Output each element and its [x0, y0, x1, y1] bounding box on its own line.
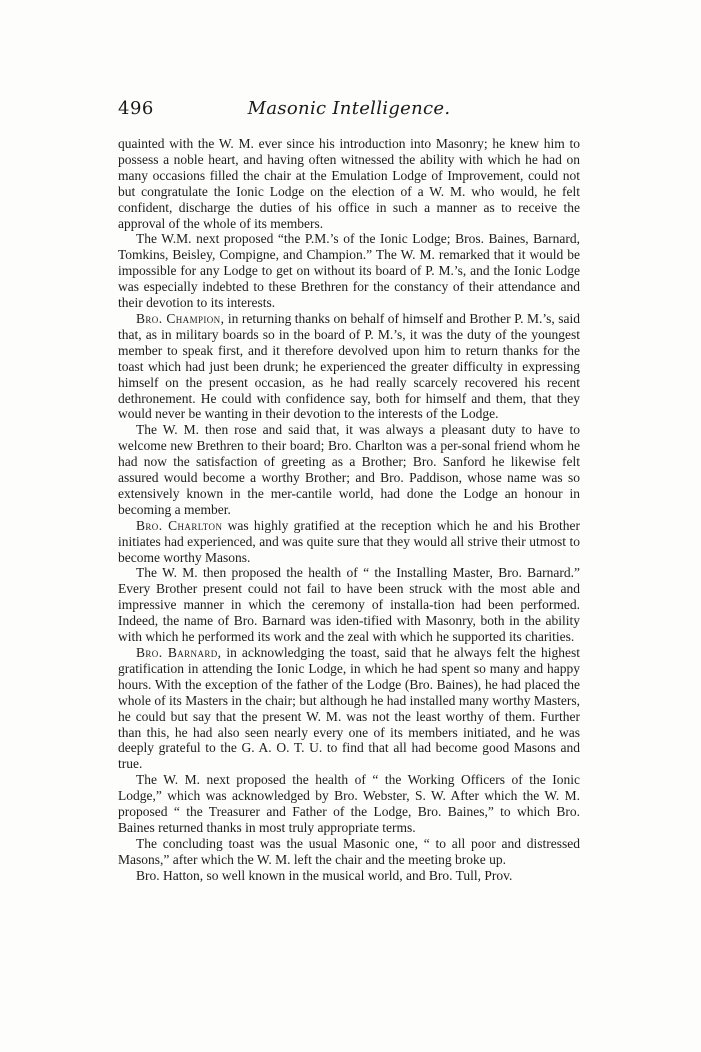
paragraph: [118, 868, 580, 884]
paragraph: [118, 518, 580, 566]
paragraph-text: in returning thanks on behalf of himself and Brother P. M.’s, said that, as in military boards so in the board of P. M.’s, it was the duty of the youngest member to speak first, and it therefore devolved upon him to return thanks for the toast which had just been drunk; he experienced the greater difficulty in expressing himself on the present occasion, as he had really scarcely recovered his recent dethronement. He could with confidence say, both for himself and them, that they would never be wanting in their devotion to the interests of the Lodge.: [118, 310, 580, 422]
paragraph: [118, 565, 580, 645]
body-text: [118, 136, 580, 884]
paragraph-text: The concluding toast was the usual Masonic one, “ to all poor and distressed Masons,” after which the W. M. left the chair and the meeting broke up.: [118, 835, 580, 867]
speaker-name: Bro. Champion,: [136, 310, 225, 326]
paragraph-text: Bro. Hatton, so well known in the musical world, and Bro. Tull, Prov.: [136, 867, 513, 883]
paragraph: [118, 136, 580, 231]
paragraph: [118, 231, 580, 311]
paragraph-text: was highly gratified at the reception which he and his Brother initiates had experienced, and was quite sure that they would all strive their utmost to become worthy Masons.: [118, 517, 580, 565]
paragraph-text: quainted with the W. M. ever since his introduction into Masonry; he knew him to possess a noble heart, and having often witnessed the ability with which he had on many occasions filled the chair at the Emulation Lodge of Improvement, could not but congratulate the Ionic Lodge on the election of a W. M. who would, he felt confident, discharge the duties of his office in such a manner as to receive the approval of the whole of its members.: [118, 136, 580, 231]
page-number: 496: [118, 98, 154, 119]
paragraph: [118, 311, 580, 422]
paragraph-text: The W. M. then proposed the health of “ the Installing Master, Bro. Barnard.” Every Brother present could not fail to have been struck with the most able and impressive manner in which the ceremony of installa-tion had been performed. Indeed, the name of Bro. Barnard was iden-tified with Masonry, both in the ability with which he performed its work and the zeal with which he supported its charities.: [118, 565, 580, 645]
running-title: Masonic Intelligence.: [247, 98, 451, 119]
paragraph-text: The W. M. then rose and said that, it was always a pleasant duty to have to welcome new Brethren to their board; Bro. Charlton was a per-sonal friend whom he had now the satisfaction of greeting as a Brother; Bro. Sanford he likewise felt assured would become a worthy Brother; and Bro. Paddison, whose name was so extensively known in the mer-cantile world, had done the Lodge an honour in becoming a member.: [118, 422, 580, 517]
paragraph: [118, 772, 580, 836]
paragraph: [118, 422, 580, 517]
paragraph-text: in acknowledging the toast, said that he always felt the highest gratification in attending the Ionic Lodge, in which he had spent so many and happy hours. With the exception of the father of the Lodge (Bro. Baines), he had placed the whole of its Masters in the chair; but although he had installed many worthy Masters, he could but say that the present W. M. was not the least worthy of them. Further than this, he had also seen nearly every one of its members initiated, and he was deeply grateful to the G. A. O. T. U. to find that all had become good Masons and true.: [118, 645, 581, 772]
paragraph: [118, 645, 580, 772]
speaker-name: Bro. Charlton: [136, 517, 223, 533]
paragraph-text: The W. M. next proposed the health of “ the Working Officers of the Ionic Lodge,” which was acknowledged by Bro. Webster, S. W. After which the W. M. proposed “ the Treasurer and Father of the Lodge, Bro. Baines,” to which Bro. Baines returned thanks in most truly appropriate terms.: [118, 772, 580, 835]
running-head: [118, 98, 580, 122]
paragraph: [118, 836, 580, 868]
paragraph-text: The W.M. next proposed “the P.M.’s of the Ionic Lodge; Bros. Baines, Barnard, Tomkins, Beisley, Compigne, and Champion.” The W. M. remarked that it would be impossible for any Lodge to get on without its board of P. M.’s, and the Ionic Lodge was especially indebted to these Brethren for the constancy of their attendance and their devotion to its interests.: [118, 231, 580, 311]
speaker-name: Bro. Barnard,: [136, 645, 222, 660]
